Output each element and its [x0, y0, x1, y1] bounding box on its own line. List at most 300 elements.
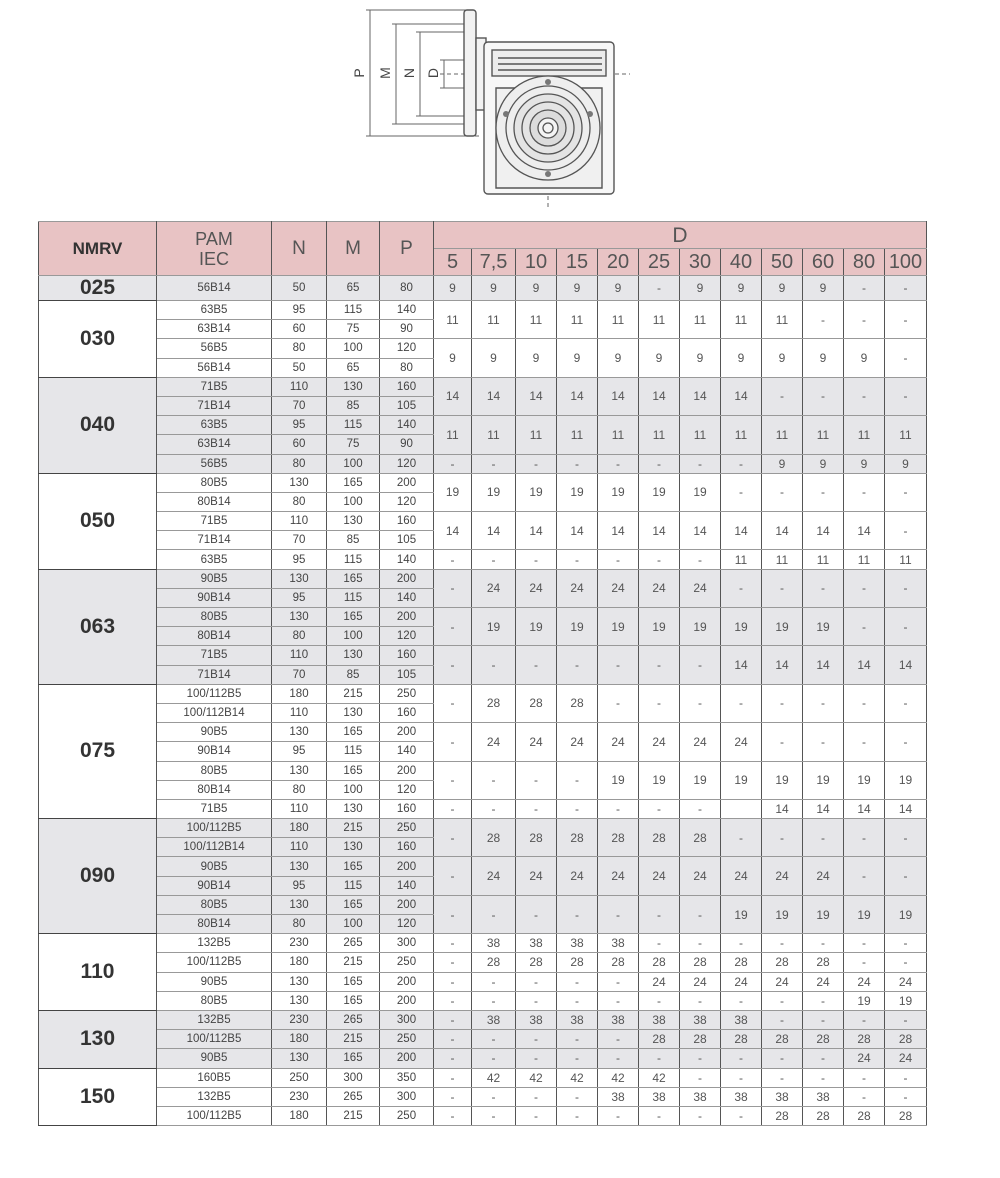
- d-value-cell: -: [844, 819, 885, 857]
- table-row: [39, 608, 927, 627]
- d-value-cell: 11: [639, 416, 680, 454]
- m-cell: 115: [327, 876, 380, 895]
- n-cell: 110: [272, 646, 327, 665]
- d-value-cell: -: [762, 1068, 803, 1087]
- d-value-cell: -: [639, 276, 680, 301]
- d-value-cell: -: [472, 550, 516, 569]
- d-value-cell: 28: [680, 953, 721, 972]
- m-cell: 165: [327, 608, 380, 627]
- d-value-cell: -: [516, 1106, 557, 1125]
- d-value-cell: -: [434, 1068, 472, 1087]
- table-row: [39, 1087, 927, 1106]
- m-cell: 85: [327, 665, 380, 684]
- d-value-cell: 9: [762, 454, 803, 473]
- d-value-cell: 19: [844, 991, 885, 1010]
- m-cell: 115: [327, 550, 380, 569]
- d-value-cell: 38: [721, 1010, 762, 1029]
- d-value-cell: 28: [762, 953, 803, 972]
- pam-iec-cell: 71B5: [157, 646, 272, 665]
- d-value-cell: -: [434, 761, 472, 799]
- pam-iec-cell: 100/112B5: [157, 684, 272, 703]
- n-cell: 70: [272, 531, 327, 550]
- d-value-cell: -: [639, 454, 680, 473]
- d-value-cell: -: [434, 1049, 472, 1068]
- m-cell: 130: [327, 799, 380, 818]
- d-value-cell: -: [434, 723, 472, 761]
- d-value-cell: -: [516, 1087, 557, 1106]
- d-value-cell: 19: [472, 608, 516, 646]
- d-value-cell: 19: [762, 608, 803, 646]
- m-cell: 165: [327, 857, 380, 876]
- d-value-cell: 14: [721, 512, 762, 550]
- d-value-cell: -: [516, 799, 557, 818]
- d-value-cell: 9: [472, 339, 516, 377]
- d-value-cell: 24: [598, 857, 639, 895]
- m-cell: 115: [327, 416, 380, 435]
- d-value-cell: 24: [472, 723, 516, 761]
- d-value-cell: -: [762, 569, 803, 607]
- m-cell: 165: [327, 895, 380, 914]
- p-cell: 200: [380, 473, 434, 492]
- m-cell: 115: [327, 588, 380, 607]
- m-cell: 100: [327, 915, 380, 934]
- d-value-cell: -: [762, 377, 803, 415]
- d-value-cell: 24: [803, 972, 844, 991]
- d-value-cell: 28: [803, 1030, 844, 1049]
- d-value-cell: -: [516, 646, 557, 684]
- n-cell: 250: [272, 1068, 327, 1087]
- d-value-cell: 11: [434, 301, 472, 339]
- gearbox-size: 050: [39, 473, 157, 569]
- d-value-cell: 11: [598, 301, 639, 339]
- d-value-cell: 11: [557, 301, 598, 339]
- m-cell: 165: [327, 1049, 380, 1068]
- d-value-cell: -: [434, 569, 472, 607]
- p-cell: 300: [380, 1087, 434, 1106]
- d-value-cell: -: [598, 799, 639, 818]
- table-row: [39, 646, 927, 665]
- d-value-cell: -: [844, 1087, 885, 1106]
- d-value-cell: -: [762, 473, 803, 511]
- d-value-cell: 24: [680, 723, 721, 761]
- d-value-cell: 14: [844, 646, 885, 684]
- pam-iec-cell: 100/112B5: [157, 1106, 272, 1125]
- m-cell: 65: [327, 358, 380, 377]
- d-value-cell: 14: [516, 512, 557, 550]
- d-value-cell: 42: [639, 1068, 680, 1087]
- d-value-cell: -: [680, 454, 721, 473]
- n-cell: 60: [272, 320, 327, 339]
- table-row: [39, 799, 927, 818]
- d-value-cell: 24: [844, 1049, 885, 1068]
- header-ratio: 60: [803, 249, 844, 276]
- table-row: [39, 1030, 927, 1049]
- d-value-cell: 28: [885, 1030, 927, 1049]
- n-cell: 180: [272, 1030, 327, 1049]
- d-value-cell: -: [639, 895, 680, 933]
- d-value-cell: -: [434, 953, 472, 972]
- m-cell: 215: [327, 684, 380, 703]
- d-value-cell: 14: [557, 512, 598, 550]
- d-value-cell: -: [639, 934, 680, 953]
- d-value-cell: -: [721, 454, 762, 473]
- pam-iec-cell: 80B5: [157, 608, 272, 627]
- d-value-cell: 28: [557, 953, 598, 972]
- d-value-cell: 9: [762, 339, 803, 377]
- d-value-cell: 38: [472, 1010, 516, 1029]
- d-value-cell: -: [516, 1049, 557, 1068]
- d-value-cell: -: [516, 895, 557, 933]
- d-value-cell: -: [721, 569, 762, 607]
- d-value-cell: -: [885, 512, 927, 550]
- table-row: [39, 1106, 927, 1125]
- m-cell: 300: [327, 1068, 380, 1087]
- d-value-cell: -: [434, 1030, 472, 1049]
- d-value-cell: 14: [598, 512, 639, 550]
- dimension-table-wrapper: [38, 221, 927, 1126]
- d-value-cell: 19: [472, 473, 516, 511]
- d-value-cell: 9: [721, 276, 762, 301]
- table-row: [39, 569, 927, 588]
- d-value-cell: -: [844, 377, 885, 415]
- d-value-cell: 14: [434, 512, 472, 550]
- d-value-cell: 11: [516, 301, 557, 339]
- d-value-cell: -: [680, 1049, 721, 1068]
- d-value-cell: -: [557, 972, 598, 991]
- d-value-cell: -: [680, 1068, 721, 1087]
- d-value-cell: 24: [598, 569, 639, 607]
- d-value-cell: 9: [557, 276, 598, 301]
- d-value-cell: -: [598, 646, 639, 684]
- header-pam-iec: [157, 222, 272, 276]
- d-value-cell: -: [762, 1049, 803, 1068]
- p-cell: 105: [380, 396, 434, 415]
- pam-iec-cell: 80B14: [157, 492, 272, 511]
- n-cell: 130: [272, 991, 327, 1010]
- d-value-cell: 9: [721, 339, 762, 377]
- d-value-cell: -: [803, 684, 844, 722]
- n-cell: 230: [272, 1010, 327, 1029]
- d-value-cell: -: [557, 1087, 598, 1106]
- d-value-cell: 28: [762, 1030, 803, 1049]
- d-value-cell: 24: [639, 569, 680, 607]
- p-cell: 140: [380, 588, 434, 607]
- d-value-cell: -: [680, 799, 721, 818]
- n-cell: 80: [272, 339, 327, 358]
- d-value-cell: -: [598, 1049, 639, 1068]
- n-cell: 95: [272, 742, 327, 761]
- table-row: [39, 416, 927, 435]
- d-value-cell: -: [434, 819, 472, 857]
- d-value-cell: 24: [557, 723, 598, 761]
- table-row: [39, 991, 927, 1010]
- d-value-cell: -: [639, 1049, 680, 1068]
- d-value-cell: -: [885, 1068, 927, 1087]
- table-row: [39, 1049, 927, 1068]
- d-value-cell: -: [844, 723, 885, 761]
- d-value-cell: 19: [680, 761, 721, 799]
- d-value-cell: 42: [472, 1068, 516, 1087]
- d-value-cell: 28: [639, 953, 680, 972]
- m-cell: 100: [327, 780, 380, 799]
- d-value-cell: 19: [803, 895, 844, 933]
- n-cell: 180: [272, 819, 327, 838]
- pam-iec-cell: 71B14: [157, 396, 272, 415]
- d-value-cell: -: [434, 454, 472, 473]
- d-value-cell: 24: [516, 723, 557, 761]
- d-value-cell: -: [639, 550, 680, 569]
- d-value-cell: 19: [885, 895, 927, 933]
- pam-iec-cell: 90B5: [157, 972, 272, 991]
- d-value-cell: -: [472, 1087, 516, 1106]
- d-value-cell: -: [472, 799, 516, 818]
- d-value-cell: 14: [639, 377, 680, 415]
- n-cell: 130: [272, 895, 327, 914]
- d-value-cell: 28: [639, 819, 680, 857]
- d-value-cell: 9: [762, 276, 803, 301]
- d-value-cell: -: [844, 276, 885, 301]
- d-value-cell: -: [434, 608, 472, 646]
- d-value-cell: -: [803, 1049, 844, 1068]
- d-value-cell: -: [472, 1106, 516, 1125]
- d-value-cell: 24: [516, 857, 557, 895]
- pam-iec-cell: 80B14: [157, 915, 272, 934]
- d-value-cell: -: [803, 569, 844, 607]
- d-value-cell: 24: [844, 972, 885, 991]
- d-value-cell: 19: [762, 895, 803, 933]
- header-d: D: [434, 222, 927, 249]
- d-value-cell: -: [885, 684, 927, 722]
- d-value-cell: -: [803, 301, 844, 339]
- n-cell: 130: [272, 857, 327, 876]
- d-value-cell: 38: [516, 934, 557, 953]
- m-cell: 215: [327, 1030, 380, 1049]
- pam-iec-cell: 90B5: [157, 1049, 272, 1068]
- d-value-cell: 24: [680, 569, 721, 607]
- d-value-cell: -: [434, 1087, 472, 1106]
- n-cell: 70: [272, 396, 327, 415]
- d-value-cell: 14: [721, 377, 762, 415]
- d-value-cell: -: [598, 684, 639, 722]
- d-value-cell: 19: [639, 473, 680, 511]
- n-cell: 50: [272, 276, 327, 301]
- table-row: [39, 761, 927, 780]
- d-value-cell: 14: [762, 799, 803, 818]
- d-value-cell: 19: [885, 991, 927, 1010]
- pam-iec-cell: 63B5: [157, 301, 272, 320]
- d-value-cell: 24: [557, 569, 598, 607]
- d-value-cell: 24: [721, 972, 762, 991]
- d-value-cell: -: [557, 454, 598, 473]
- n-cell: 230: [272, 934, 327, 953]
- n-cell: 230: [272, 1087, 327, 1106]
- pam-iec-cell: 80B14: [157, 780, 272, 799]
- table-row: [39, 895, 927, 914]
- n-cell: 80: [272, 492, 327, 511]
- n-cell: 180: [272, 953, 327, 972]
- d-value-cell: 11: [680, 301, 721, 339]
- d-value-cell: [721, 799, 762, 818]
- p-cell: 160: [380, 646, 434, 665]
- m-cell: 100: [327, 492, 380, 511]
- pam-iec-cell: 56B5: [157, 454, 272, 473]
- d-value-cell: 24: [721, 723, 762, 761]
- d-value-cell: 11: [598, 416, 639, 454]
- d-value-cell: -: [803, 377, 844, 415]
- d-value-cell: 38: [762, 1087, 803, 1106]
- d-value-cell: -: [680, 684, 721, 722]
- d-value-cell: -: [680, 934, 721, 953]
- d-value-cell: 11: [557, 416, 598, 454]
- d-value-cell: 14: [680, 377, 721, 415]
- d-value-cell: -: [844, 934, 885, 953]
- pam-iec-cell: 71B14: [157, 531, 272, 550]
- p-cell: 200: [380, 857, 434, 876]
- d-value-cell: -: [639, 1106, 680, 1125]
- m-cell: 165: [327, 761, 380, 780]
- d-value-cell: -: [844, 569, 885, 607]
- n-cell: 130: [272, 569, 327, 588]
- d-value-cell: -: [762, 684, 803, 722]
- d-value-cell: -: [434, 934, 472, 953]
- d-value-cell: 14: [803, 512, 844, 550]
- m-cell: 100: [327, 627, 380, 646]
- d-value-cell: -: [803, 934, 844, 953]
- label-n: N: [401, 67, 417, 79]
- d-value-cell: 38: [598, 1010, 639, 1029]
- d-value-cell: -: [680, 646, 721, 684]
- d-value-cell: 38: [557, 934, 598, 953]
- d-value-cell: 11: [434, 416, 472, 454]
- table-row: [39, 512, 927, 531]
- d-value-cell: 38: [639, 1087, 680, 1106]
- p-cell: 80: [380, 276, 434, 301]
- d-value-cell: -: [762, 991, 803, 1010]
- d-value-cell: 9: [803, 339, 844, 377]
- p-cell: 200: [380, 1049, 434, 1068]
- p-cell: 140: [380, 742, 434, 761]
- table-row: [39, 339, 927, 358]
- table-row: [39, 857, 927, 876]
- n-cell: 130: [272, 1049, 327, 1068]
- d-value-cell: -: [472, 1030, 516, 1049]
- d-value-cell: 28: [472, 819, 516, 857]
- pam-iec-cell: 63B5: [157, 416, 272, 435]
- d-value-cell: 19: [434, 473, 472, 511]
- m-cell: 130: [327, 838, 380, 857]
- d-value-cell: -: [721, 1106, 762, 1125]
- m-cell: 215: [327, 819, 380, 838]
- table-row: [39, 473, 927, 492]
- d-value-cell: -: [472, 454, 516, 473]
- d-value-cell: -: [803, 819, 844, 857]
- d-value-cell: -: [844, 301, 885, 339]
- d-value-cell: 11: [803, 550, 844, 569]
- d-value-cell: 38: [639, 1010, 680, 1029]
- d-value-cell: -: [434, 972, 472, 991]
- d-value-cell: -: [844, 1068, 885, 1087]
- header-ratio: 5: [434, 249, 472, 276]
- d-value-cell: -: [434, 684, 472, 722]
- p-cell: 120: [380, 915, 434, 934]
- m-cell: 75: [327, 435, 380, 454]
- d-value-cell: 24: [516, 569, 557, 607]
- m-cell: 85: [327, 396, 380, 415]
- n-cell: 95: [272, 588, 327, 607]
- table-row: [39, 1010, 927, 1029]
- gearbox-size: 090: [39, 819, 157, 934]
- d-value-cell: 9: [885, 454, 927, 473]
- d-value-cell: -: [803, 1068, 844, 1087]
- d-value-cell: -: [844, 473, 885, 511]
- d-value-cell: 28: [516, 684, 557, 722]
- d-value-cell: -: [762, 819, 803, 857]
- d-value-cell: 38: [680, 1087, 721, 1106]
- d-value-cell: 11: [516, 416, 557, 454]
- d-value-cell: 9: [680, 276, 721, 301]
- d-value-cell: 42: [516, 1068, 557, 1087]
- d-value-cell: 24: [762, 857, 803, 895]
- d-value-cell: -: [885, 569, 927, 607]
- label-p: P: [351, 68, 367, 78]
- pam-iec-cell: 63B5: [157, 550, 272, 569]
- d-value-cell: -: [844, 1010, 885, 1029]
- table-row: [39, 454, 927, 473]
- d-value-cell: 19: [803, 608, 844, 646]
- table-row: [39, 377, 927, 396]
- n-cell: 80: [272, 915, 327, 934]
- d-value-cell: 19: [844, 761, 885, 799]
- d-value-cell: -: [885, 377, 927, 415]
- d-value-cell: -: [885, 857, 927, 895]
- d-value-cell: 9: [516, 276, 557, 301]
- d-value-cell: 28: [721, 1030, 762, 1049]
- p-cell: 105: [380, 531, 434, 550]
- d-value-cell: 19: [557, 608, 598, 646]
- d-value-cell: -: [885, 339, 927, 377]
- p-cell: 120: [380, 780, 434, 799]
- d-value-cell: -: [639, 684, 680, 722]
- d-value-cell: 9: [598, 339, 639, 377]
- n-cell: 180: [272, 1106, 327, 1125]
- header-ratio: 40: [721, 249, 762, 276]
- table-row: [39, 953, 927, 972]
- d-value-cell: -: [844, 608, 885, 646]
- d-value-cell: -: [472, 1049, 516, 1068]
- d-value-cell: -: [721, 684, 762, 722]
- pam-iec-cell: 100/112B5: [157, 819, 272, 838]
- d-value-cell: -: [434, 550, 472, 569]
- d-value-cell: -: [844, 857, 885, 895]
- gearbox-flange-drawing: [340, 2, 640, 210]
- d-value-cell: 24: [885, 1049, 927, 1068]
- pam-iec-cell: 160B5: [157, 1068, 272, 1087]
- d-value-cell: 11: [885, 550, 927, 569]
- m-cell: 130: [327, 646, 380, 665]
- pam-iec-cell: 71B5: [157, 377, 272, 396]
- m-cell: 165: [327, 569, 380, 588]
- d-value-cell: -: [516, 550, 557, 569]
- d-value-cell: -: [762, 723, 803, 761]
- d-value-cell: 14: [721, 646, 762, 684]
- p-cell: 300: [380, 1010, 434, 1029]
- m-cell: 130: [327, 377, 380, 396]
- d-value-cell: -: [434, 799, 472, 818]
- d-value-cell: -: [762, 934, 803, 953]
- d-value-cell: -: [557, 1049, 598, 1068]
- p-cell: 200: [380, 723, 434, 742]
- d-value-cell: 42: [598, 1068, 639, 1087]
